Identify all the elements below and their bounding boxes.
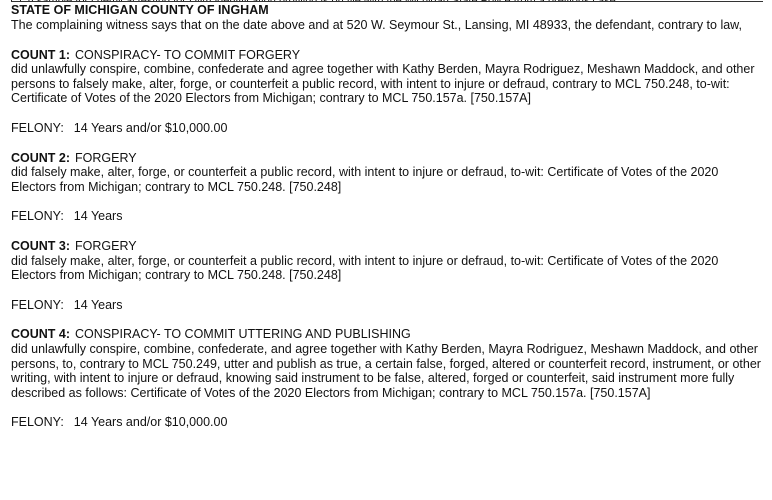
checkbox	[11, 0, 21, 2]
felony-label: FELONY:	[11, 120, 64, 135]
count-block	[11, 151, 763, 224]
felony-penalty: 14 Years and/or $10,000.00	[73, 120, 228, 135]
felony-label: FELONY:	[11, 209, 64, 224]
count-title: CONSPIRACY- TO COMMIT UTTERING AND PUBLISHING	[75, 327, 411, 342]
document-page	[11, 0, 763, 430]
count-heading	[11, 239, 763, 254]
count-number: COUNT 3:	[11, 238, 71, 253]
count-number: COUNT 1:	[11, 47, 71, 62]
felony-label: FELONY:	[11, 415, 64, 430]
count-block	[11, 327, 763, 430]
count-heading	[11, 151, 763, 166]
count-title: CONSPIRACY- TO COMMIT FORGERY	[75, 47, 301, 62]
felony-line	[11, 298, 763, 313]
count-heading	[11, 48, 763, 63]
count-title: FORGERY	[75, 238, 137, 253]
felony-label: FELONY:	[11, 297, 64, 312]
count-block	[11, 48, 763, 136]
count-body: did falsely make, alter, forge, or counterfeit a public record, with intent to injure or defraud, to-wit: Certificate of Votes of the 2020 Electors from Michigan; contrary to MCL 750.248. [750.248]	[11, 253, 719, 283]
complaint-intro: The complaining witness says that on the date above and at 520 W. Seymour St., Lansing, MI 48933, the defendant, contrary to law,	[11, 18, 742, 32]
count-number: COUNT 2:	[11, 150, 71, 165]
count-body: did unlawfully conspire, combine, confederate and agree together with Kathy Berden, Mayra Rodriguez, Meshawn Maddock, and other persons to falsely make, alter, forge, or counterfeit a public record, with intent to injure or defraud, contrary to MCL 750.248, to-wit: Certificate of Votes of the 2020 Electors from Michigan; contrary to MCL 750.157a. [750.157A]	[11, 62, 755, 106]
felony-penalty: 14 Years	[73, 297, 123, 312]
felony-line	[11, 121, 763, 136]
felony-line	[11, 415, 763, 430]
count-body: did unlawfully conspire, combine, confederate, and agree together with Kathy Berden, Mayra Rodriguez, Meshawn Maddock, and other persons, to, contrary to MCL 750.249, utter and publish as true, a certain false, forged, altered or counterfeit record, instrument, or other writing, with intent to injure or defraud, knowing said instrument to be false, altered, forged or counterfeit, said instrument more fully described as follows: Certificate of Votes of the 2020 Electors from Michigan; contrary to MCL 750.157a. [750.157A]	[11, 341, 761, 400]
count-number: COUNT 4:	[11, 327, 71, 342]
count-block	[11, 239, 763, 312]
felony-penalty: 14 Years	[73, 209, 123, 224]
cut-off-checkbox-line	[11, 0, 763, 2]
count-heading	[11, 327, 763, 342]
count-title: FORGERY	[75, 150, 137, 165]
count-body: did falsely make, alter, forge, or counterfeit a public record, with intent to injure or defraud, to-wit: Certificate of Votes of the 2020 Electors from Michigan; contrary to MCL 750.248. [750.248]	[11, 165, 719, 194]
state-county-heading: STATE OF MICHIGAN COUNTY OF INGHAM	[11, 3, 269, 17]
dna-sample-note	[27, 0, 619, 2]
felony-line	[11, 209, 763, 224]
felony-penalty: 14 Years and/or $10,000.00	[73, 415, 228, 430]
